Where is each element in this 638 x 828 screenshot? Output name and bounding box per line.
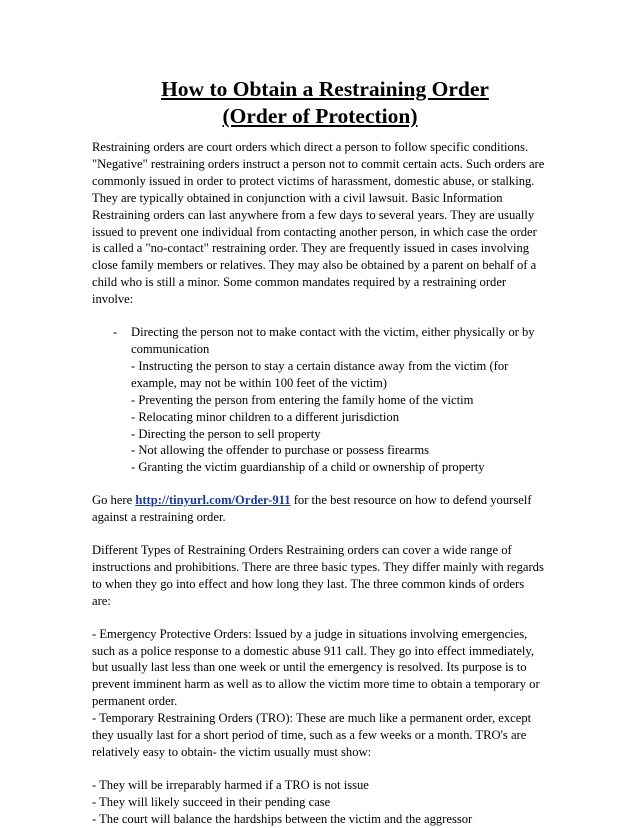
- title-line-1: How to Obtain a Restraining Order: [161, 77, 489, 101]
- go-here-suffix: for the best resource on how to defend yourself against a restraining order.: [92, 493, 532, 525]
- document-page: [92, 76, 548, 828]
- go-here-prefix: Go here: [92, 493, 136, 508]
- mandates-list: [92, 324, 548, 476]
- resource-link[interactable]: http://tinyurl.com/Order-911: [135, 493, 291, 508]
- intro-paragraph: Restraining orders are court orders which direct a person to follow specific conditions. "Negative" restraining orders instruct a person not to commit certain acts. Such orders are commonly issued in order to protect victims of harassment, domestic abuse, or stalking. They are typically obtained in conjunction with a civil lawsuit. Basic Information Restraining orders can last anywhere from a few days to several years. They are usually issued to prevent one individual from contacting another person, in which case the order is called a "no-contact" restraining order. They are frequently issued in cases involving close family members or relatives. They may also be obtained by a parent on behalf of a child who is still a minor. Some common mandates required by a restraining order involve:: [92, 140, 545, 307]
- document-title: [92, 76, 548, 130]
- list-item-subitems: - Instructing the person to stay a certain distance away from the victim (for example, may not be within 100 feet of the victim) - Preventing the person from entering the family home of the victim - Relocating minor children to a different jurisdiction - Directing the person to sell property - Not allowing the offender to purchase or possess firearms - Granting the victim guardianship of a child or ownership of property: [131, 358, 509, 475]
- order-types-paragraph: - Emergency Protective Orders: Issued by a judge in situations involving emergencies, such as a police response to a domestic abuse 911 call. They go into effect immediately, but usually last less than one week or until the emergency is resolved. Its purpose is to prevent imminent harm as well as to allow the victim more time to obtain a temporary or permanent order. - Temporary Restraining Orders (TRO): These are much like a permanent order, except they usually last for a short period of time, such as a few weeks or a month. TRO's are relatively easy to obtain- the victim usually must show:: [92, 626, 540, 759]
- list-item-first-text: Directing the person not to make contact with the victim, either physically or by communication: [131, 325, 535, 356]
- go-here-paragraph: [92, 492, 548, 526]
- list-dash: -: [113, 325, 118, 340]
- list-item: [92, 324, 548, 476]
- title-line-2: (Order of Protection): [222, 104, 418, 128]
- types-paragraph: Different Types of Restraining Orders Restraining orders can cover a wide range of instructions and prohibitions. There are three basic types. They differ mainly with regards to when they go into effect and how long they last. The three common kinds of orders are:: [92, 543, 544, 608]
- tro-requirements-paragraph: - They will be irreparably harmed if a TRO is not issue - They will likely succeed in their pending case - The court will balance the hardships between the victim and the aggressor: [92, 777, 473, 826]
